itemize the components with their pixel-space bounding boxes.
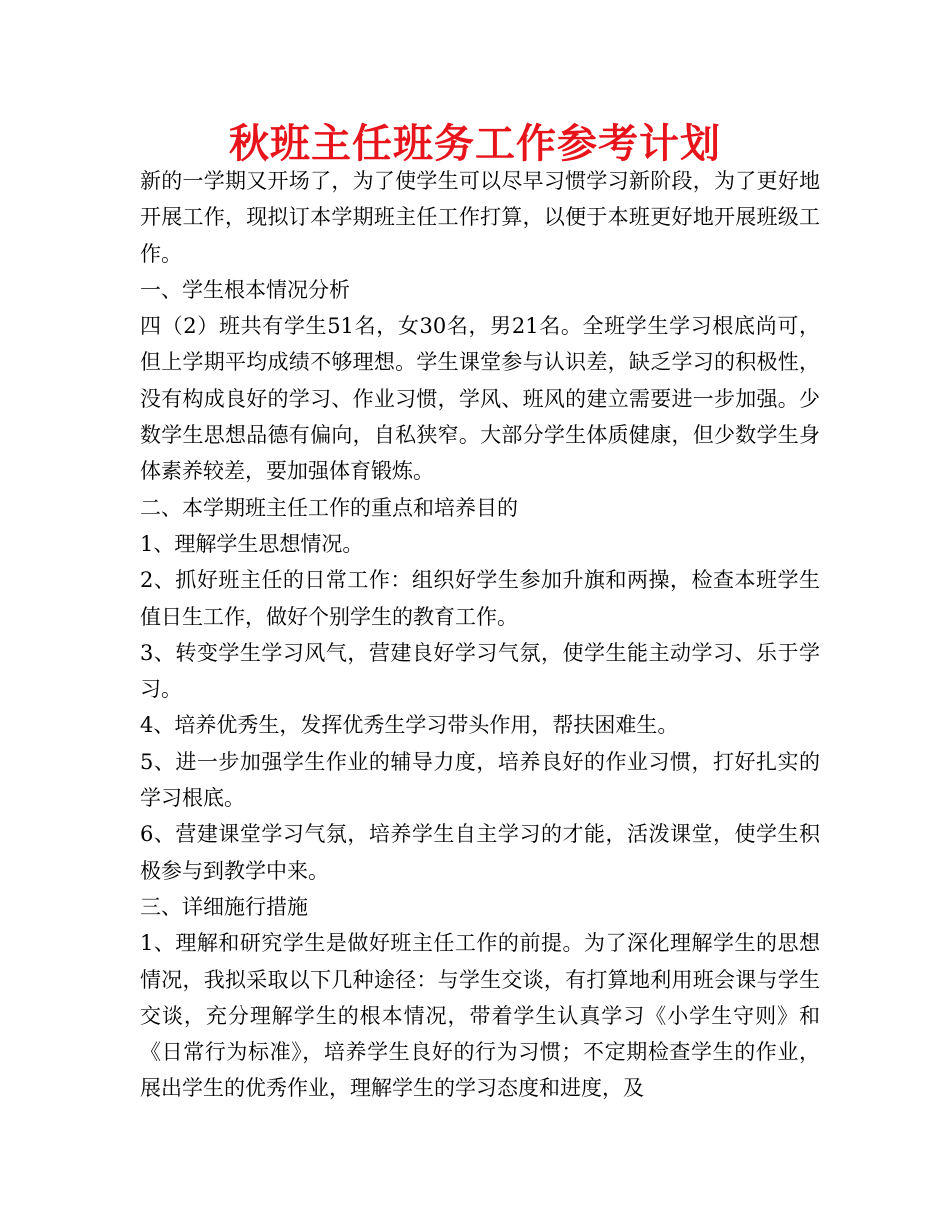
goal-item-6: 6、营建课堂学习气氛，培养学生自主学习的才能，活泼课堂，使学生积极参与到教学中来。 [140, 822, 820, 883]
section-heading-1: 一、学生根本情况分析 [140, 277, 350, 302]
measure-item-1: 1、理解和研究学生是做好班主任工作的前提。为了深化理解学生的思想情况，我拟采取以下几种途径：与学生交谈，有打算地利用班会课与学生交谈，充分理解学生的根本情况，带着学生认真学习《小学生守则》和《日常行为标准》，培养学生良好的行为习惯；不定期检查学生的作业，展出学生的优秀作业，理解学生的学习态度和进度，及 [140, 931, 820, 1101]
document-body [140, 163, 820, 1107]
section-heading-3: 三、详细施行措施 [140, 894, 308, 919]
goal-item-1: 1、理解学生思想情况。 [140, 531, 364, 556]
paragraph-intro: 新的一学期又开场了，为了使学生可以尽早习惯学习新阶段，为了更好地开展工作，现拟订本学期班主任工作打算，以便于本班更好地开展班级工作。 [140, 169, 820, 266]
goal-item-2: 2、抓好班主任的日常工作：组织好学生参加升旗和两操，检查本班学生值日生工作，做好个别学生的教育工作。 [140, 568, 820, 629]
goal-item-5: 5、进一步加强学生作业的辅导力度，培养良好的作业习惯，打好扎实的学习根底。 [140, 749, 820, 811]
goal-item-3: 3、转变学生学习风气，营建良好学习气氛，使学生能主动学习、乐于学习。 [140, 640, 820, 702]
section-heading-2: 二、本学期班主任工作的重点和培养目的 [140, 495, 518, 520]
document-title: 秋班主任班务工作参考计划 [229, 121, 721, 167]
goal-item-4: 4、培养优秀生，发挥优秀生学习带头作用，帮扶困难生。 [140, 713, 679, 738]
paragraph-student-analysis: 四（2）班共有学生51名，女30名，男21名。全班学生学习根底尚可，但上学期平均成绩不够理想。学生课堂参与认识差，缺乏学习的积极性，没有构成良好的学习、作业习惯，学风、班风的建立需要进一步加强。少数学生思想品德有偏向，自私狭窄。大部分学生体质健康，但少数学生身体素养较差，要加强体育锻炼。 [140, 314, 820, 484]
